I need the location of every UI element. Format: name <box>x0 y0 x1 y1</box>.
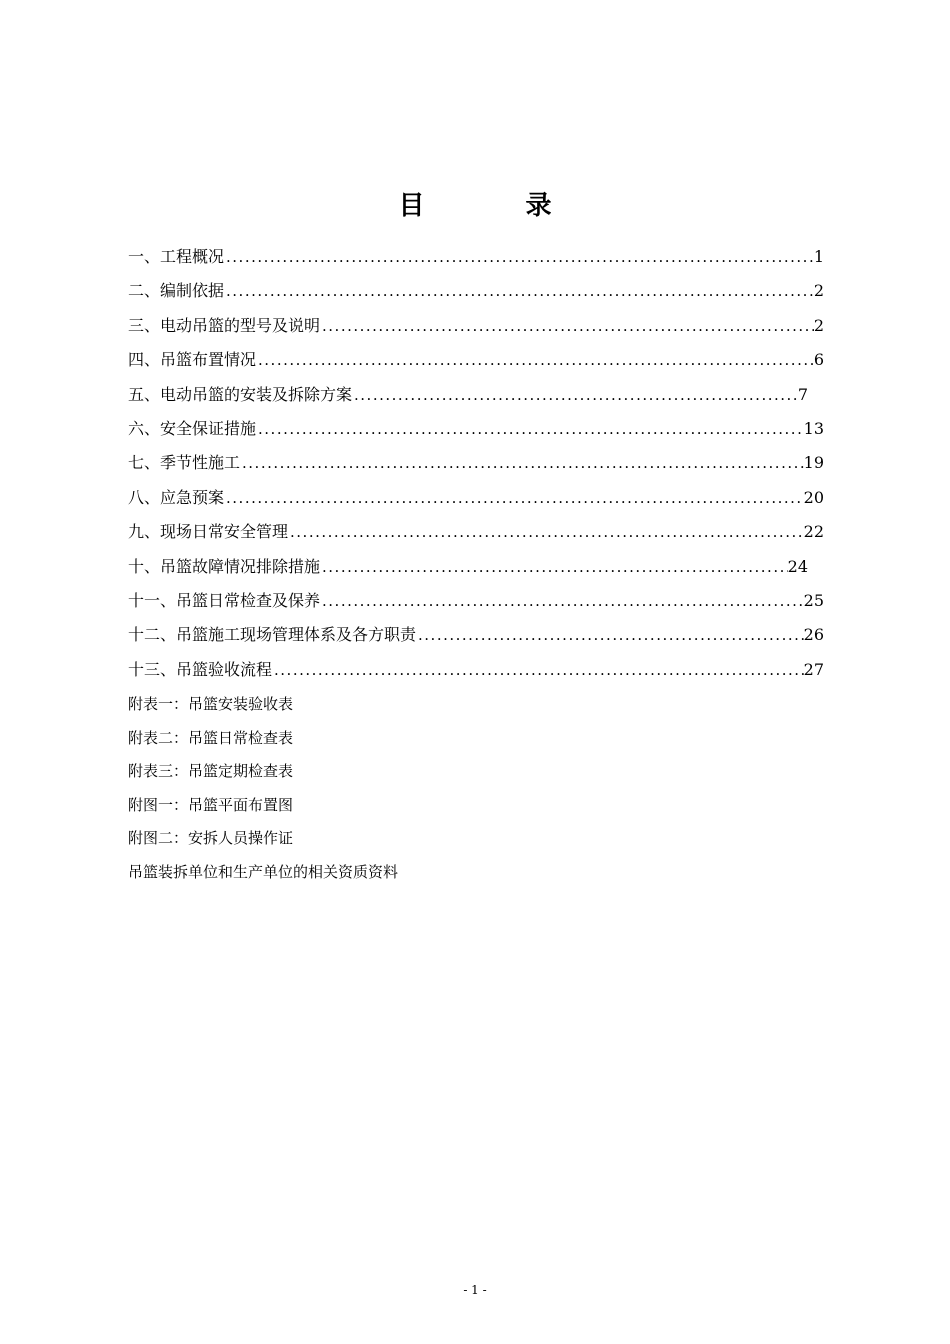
toc-dot-leader <box>320 584 804 618</box>
page-number: - 1 - <box>463 1283 487 1297</box>
appendix-item: 附表二：吊篮日常检查表 <box>128 728 294 747</box>
toc-entry-label: 七、季节性施工 <box>128 453 241 473</box>
toc-entry-page: 25 <box>803 590 824 610</box>
toc-entry-label: 八、应急预案 <box>128 487 225 507</box>
toc-entry-13[interactable] <box>128 653 824 687</box>
toc-entry-5[interactable] <box>128 378 808 412</box>
toc-entry-label: 五、电动吊篮的安装及拆除方案 <box>128 384 353 404</box>
toc-entry-6[interactable] <box>128 412 824 446</box>
appendix-item: 附图一：吊篮平面布置图 <box>128 795 294 814</box>
toc-dot-leader <box>320 309 814 343</box>
toc-entry-label: 九、现场日常安全管理 <box>128 522 289 542</box>
appendix-item: 附图二：安拆人员操作证 <box>128 829 294 847</box>
toc-entry-page: 20 <box>803 487 824 507</box>
toc-entry-1[interactable] <box>128 240 824 274</box>
toc-entry-label: 十、吊篮故障情况排除措施 <box>128 556 321 576</box>
toc-dot-leader <box>272 653 804 687</box>
toc-entry-label: 二、编制依据 <box>128 281 225 301</box>
toc-entry-label: 十二、吊篮施工现场管理体系及各方职责 <box>128 625 417 645</box>
page-title: 目 录 <box>398 191 598 221</box>
toc-dot-leader <box>224 481 804 515</box>
appendix-item: 附表三：吊篮定期检查表 <box>128 762 294 780</box>
toc-entry-page: 1 <box>813 247 824 266</box>
toc-entry-page: 7 <box>797 384 808 404</box>
toc-dot-leader <box>224 240 814 274</box>
toc-entry-label: 四、吊篮布置情况 <box>128 350 257 370</box>
toc-entry-page: 24 <box>787 556 808 576</box>
toc-entry-label: 十三、吊篮验收流程 <box>128 659 273 679</box>
toc-entry-page: 6 <box>813 350 824 370</box>
toc-dot-leader <box>416 618 804 652</box>
toc-entry-11[interactable] <box>128 584 824 618</box>
toc-entry-page: 19 <box>803 453 824 473</box>
toc-dot-leader <box>256 412 804 446</box>
toc-entry-label: 六、安全保证措施 <box>128 418 257 438</box>
toc-entry-3[interactable] <box>128 309 824 343</box>
toc-entry-page: 2 <box>813 315 824 335</box>
toc-dot-leader <box>352 378 798 412</box>
toc-entry-8[interactable] <box>128 481 824 515</box>
appendix-item: 吊篮装拆单位和生产单位的相关资质资料 <box>128 862 399 881</box>
toc-entry-page: 27 <box>803 659 824 679</box>
table-of-contents <box>128 240 824 687</box>
toc-dot-leader <box>320 550 788 584</box>
toc-entry-10[interactable] <box>128 550 808 584</box>
toc-entry-label: 十一、吊篮日常检查及保养 <box>128 590 321 610</box>
toc-dot-leader <box>224 274 814 308</box>
toc-entry-label: 一、工程概况 <box>128 247 225 266</box>
toc-dot-leader <box>256 343 814 377</box>
toc-entry-2[interactable] <box>128 274 824 308</box>
toc-entry-page: 13 <box>803 418 824 438</box>
appendix-item: 附表一：吊篮安装验收表 <box>128 695 294 713</box>
toc-entry-4[interactable] <box>128 343 824 377</box>
toc-entry-page: 22 <box>803 522 824 542</box>
toc-entry-label: 三、电动吊篮的型号及说明 <box>128 315 321 335</box>
toc-entry-page: 2 <box>813 281 824 301</box>
toc-dot-leader <box>240 446 804 480</box>
toc-entry-page: 26 <box>803 625 824 645</box>
toc-entry-7[interactable] <box>128 446 824 480</box>
toc-entry-12[interactable] <box>128 618 824 652</box>
appendix-list <box>128 688 728 889</box>
toc-dot-leader <box>288 515 804 549</box>
toc-entry-9[interactable] <box>128 515 824 549</box>
